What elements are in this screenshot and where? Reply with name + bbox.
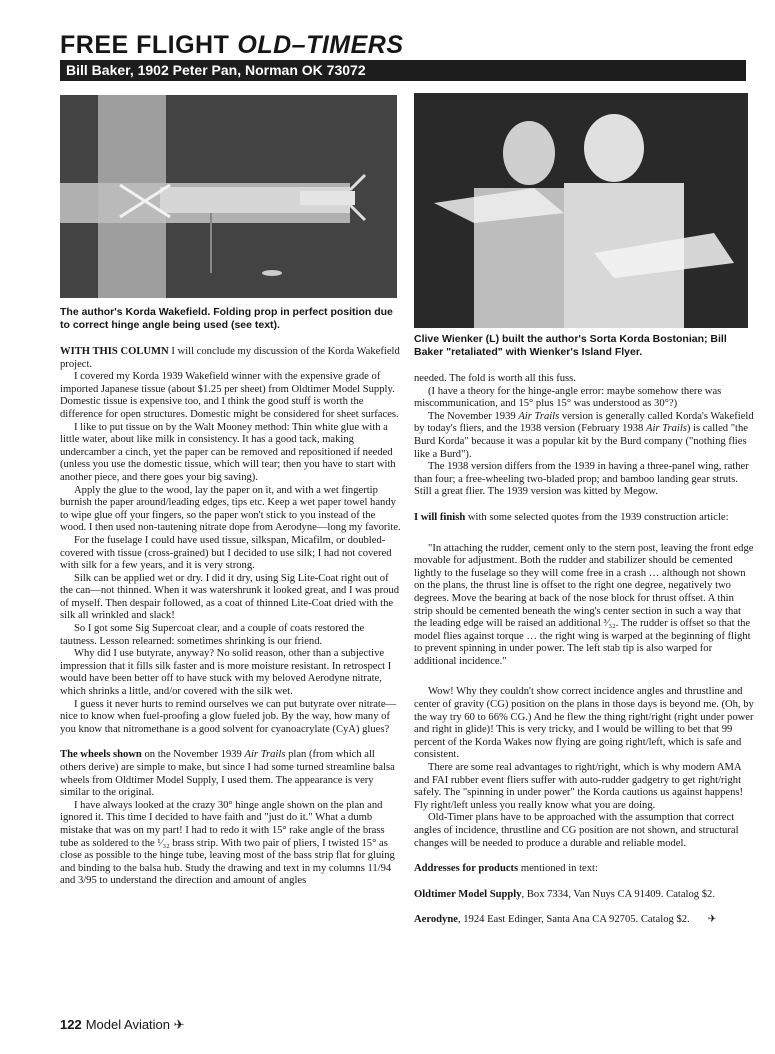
paragraph-text: with some selected quotes from the 1939 construction article: bbox=[465, 511, 729, 523]
block-quote: "In attaching the rudder, cement only to the stern post, leaving the front edge movable for adjustment. Both the rudder and stabilizer should be cemented lightly to the fuselage so they will come free in a crash … although not shown on the plans, the thrust line is offset to the right one degree, negatively two degrees. Move the bearing at back of the nose block for thrust offset. A thin strip should be cemented beneath the wing's center section in such a way that the leading edge will be raised an additional ³⁄₃₂. The rudder is offset so that the model flies against torque … the right wing is warped at the beginning of flight to prevent spinning in under power. The left stab tip is also warped for additional incidence." bbox=[414, 542, 754, 667]
paragraph: Apply the glue to the wood, lay the paper on it, and with a wet fingertip burnish the paper around/leading edges, tips etc. Keep a wet paper towel handy to wipe glue off your fingers, so the paper won't stick to you instead of the wood. I then used non-tautening nitrate dope from Aerodyne—long my favorite. bbox=[60, 484, 401, 534]
lead-in: The wheels shown bbox=[60, 749, 142, 761]
page-title bbox=[60, 31, 404, 59]
byline: Bill Baker, 1902 Peter Pan, Norman OK 73072 bbox=[60, 60, 746, 81]
paragraph-text: on the November 1939 bbox=[141, 749, 245, 761]
source-address: , 1924 East Edinger, Santa Ana CA 92705. Catalog $2. bbox=[457, 914, 690, 926]
page-footer bbox=[60, 1017, 185, 1033]
magazine-title: Air Trails bbox=[518, 410, 560, 422]
paragraph: For the fuselage I could have used tissue, silkspan, Micafilm, or doubled-covered with tissue (cross-grained) but I decided to use silk; I had not covered with silk for a few years, and it is very strong. bbox=[60, 534, 392, 572]
source-oldtimer bbox=[414, 889, 754, 902]
paragraph: The 1938 version differs from the 1939 in having a three-panel wing, rather than four; a free-wheeling two-bladed prop; and bamboo landing gear struts. Still a great flier. The 1939 version was kitted by Megow. bbox=[414, 461, 749, 498]
paragraph: I like to put tissue on by the Walt Mooney method: Thin white glue with a little water, about like milk in consistency. It has a good tack, making undercamber a cinch, yet the paper can be removed and repositioned if needed (unless you use the domestic tissue, which will tear; then you have to start with another piece, and there goes your big saving). bbox=[60, 421, 396, 483]
photo-caption-wakefield: The author's Korda Wakefield. Folding prop in perfect position due to correct hinge angle being used (see text). bbox=[60, 306, 393, 331]
builders-portrait-photo bbox=[414, 93, 748, 328]
paragraph-text: ) is called "the Burd Korda" because it was a popular kit by the Burd company ("nothing flies like a Burd"). bbox=[414, 423, 749, 460]
paragraph bbox=[60, 346, 402, 371]
right-column bbox=[414, 373, 754, 927]
paragraph: Wow! Why they couldn't show correct incidence angles and thrustline and center of gravity (CG) position on the plans in those days is beyond me. (Oh, by the way try 60 to 66% CG.) And he flew the thing right/right (right under power and right in glide)! This is very tricky, and I would be willing to bet that 99 percent of the Korda Wakes now flying are going right/left, which is safe and consistent. bbox=[414, 686, 754, 761]
paragraph: I covered my Korda 1939 Wakefield winner with the expensive grade of imported Japanese tissue (about $1.25 per sheet) from Oldtimer Model Supply. Domestic tissue is expensive too, and I think the good stuff is worth the difference for open structures. Domestic might be considered for sheet surfaces. bbox=[60, 371, 399, 420]
paragraph: I guess it never hurts to remind ourselves we can put butyrate over nitrate—nice to know when fuel-proofing a glow fueled job. By the way, how many of you know that nitromethane is a good solvent for cyanoacrylate (CyA) glues? bbox=[60, 698, 397, 735]
paragraph: (I have a theory for the hinge-angle error: maybe somehow there was miscommunication, and 15° plus 15° was understood as 30°?) bbox=[414, 385, 722, 410]
paragraph-text: plan (from which all others derive) are simple to make, but since I had some turned streamline balsa wheels from Oldtimer Model Supply, I used them. The appearance is very similar to the original. bbox=[60, 749, 395, 799]
paragraph bbox=[414, 411, 754, 461]
paragraph: I have always looked at the crazy 30° hinge angle shown on the plan and ignored it. This time I decided to have faith and "just do it." What a dumb mistake that was on my part! I had to redo it with 15° rake angle of the brass tube as soldered to the ¹⁄₃₂ brass strip. With two pair of pliers, I twisted 15° as close as possible to the hinge tube, leaving most of the bass strip flat for gluing and binding to the balsa hub. Study the drawing and text in my columns 11/94 and 3/95 to understand the direction and amount of angles bbox=[60, 799, 395, 887]
left-column bbox=[60, 346, 402, 888]
paragraph: needed. The fold is worth all this fuss. bbox=[414, 373, 576, 384]
page-number: 122 bbox=[60, 1017, 82, 1032]
magazine-name: Model Aviation bbox=[85, 1017, 171, 1032]
paragraph: Silk can be applied wet or dry. I did it dry, using Sig Lite-Coat right out of the can—not thinned. When it was watershrunk it looked great, and I was proud of myself. Then despair followed, as a coat of thinned Lite-Coat dried with the silk all wrinkled and slack! bbox=[60, 572, 400, 622]
magazine-title: Air Trails bbox=[244, 749, 286, 761]
plane-icon: ✈ bbox=[173, 1017, 185, 1032]
lead-in: WITH THIS COLUMN bbox=[60, 346, 169, 357]
paragraph-text: version is generally called Korda's Wakefield by today's fliers, and the 1938 version (February 1938 bbox=[414, 410, 754, 435]
end-mark-icon: ✈ bbox=[707, 914, 717, 926]
source-address: , Box 7334, Van Nuys CA 91409. Catalog $2. bbox=[521, 888, 715, 900]
wakefield-model-photo bbox=[60, 95, 397, 298]
paragraph-text: mentioned in text: bbox=[518, 863, 598, 875]
paragraph-text: The November 1939 bbox=[428, 410, 519, 422]
addresses-heading bbox=[414, 863, 754, 876]
lead-in: I will finish bbox=[414, 511, 466, 523]
paragraph: There are some real advantages to right/right, which is why modern AMA and FAI rubber event fliers suffer with auto-rudder gadgetry to get right/right safely. The "spinning in under power" the Korda cautions us against happens! Fly right/left unless you really know what you are doing. bbox=[414, 762, 744, 811]
paragraph bbox=[414, 512, 754, 525]
paragraph: Old-Timer plans have to be approached with the assumption that correct angles of incidence, thrustline and CG position are not shown, and structural changes will be needed to produce a durable and reliable model. bbox=[414, 812, 739, 849]
paragraph bbox=[60, 749, 402, 799]
paragraph: So I got some Sig Supercoat clear, and a couple of coats restored the tautness. Lesson relearned: sometimes shrinking is our friend. bbox=[60, 623, 365, 647]
source-name: Oldtimer Model Supply bbox=[414, 888, 522, 900]
magazine-title: Air Trails bbox=[645, 423, 687, 435]
lead-in: Addresses for products bbox=[414, 863, 519, 875]
paragraph: Why did I use butyrate, anyway? No solid reason, other than a subjective impression that it fills silk faster and is more moisture resistant. In retrospect I would have been better off to have stuck with my beloved Aerodyne nitrate, which shrinks a little, and/or covered with the silk wet. bbox=[60, 648, 392, 698]
source-name: Aerodyne bbox=[414, 914, 458, 926]
photo-caption-builders: Clive Wienker (L) built the author's Sorta Korda Bostonian; Bill Baker "retaliated" with Wienker's Island Flyer. bbox=[414, 333, 727, 358]
title-old-timers: OLD–TIMERS bbox=[237, 31, 404, 59]
paragraph-text: I will conclude my discussion of the Korda Wakefield project. bbox=[60, 346, 400, 370]
source-aerodyne bbox=[414, 914, 754, 927]
title-free-flight: FREE FLIGHT bbox=[60, 31, 230, 59]
